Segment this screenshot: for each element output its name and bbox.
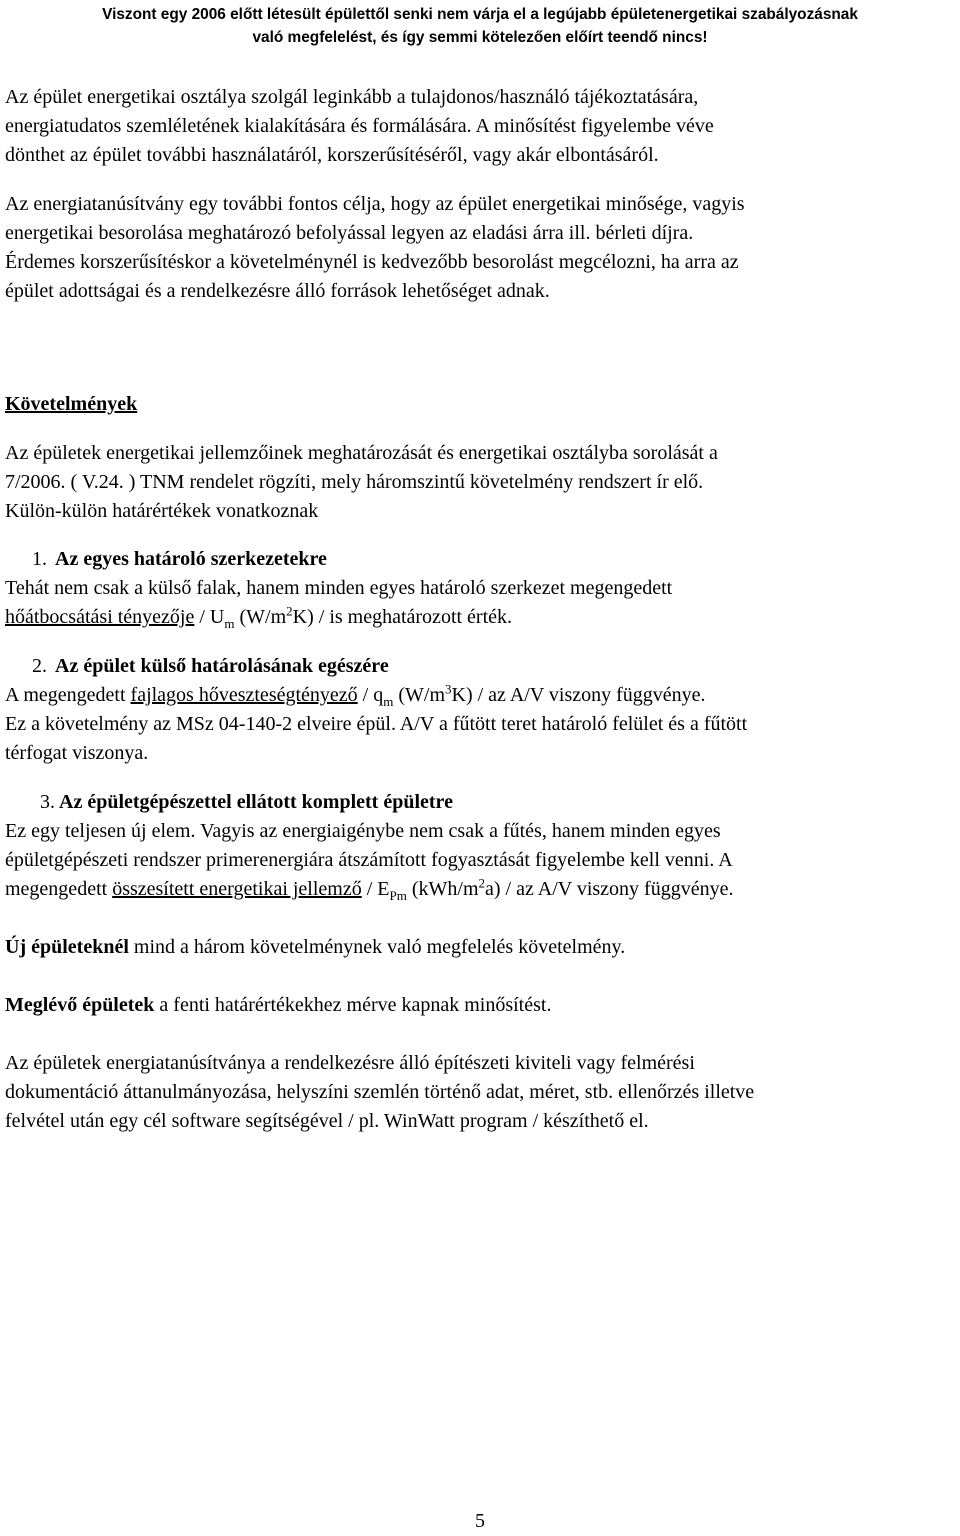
requirement-item-3 [5, 788, 955, 904]
term-heat-loss-coefficient: fajlagos hőveszteségtényező [130, 684, 358, 706]
item-title: Az egyes határoló szerkezetekre [55, 548, 327, 570]
paragraph-certificate-purpose [5, 190, 955, 306]
text-line: hőátbocsátási tényezője / $U_m$ $(W/m^2K)$ / is meghatározott érték. [5, 603, 513, 631]
item-number: 1. [32, 548, 47, 570]
text-line: Külön-külön határértékek vonatkoznak [5, 500, 319, 522]
requirement-item-1 [5, 545, 955, 632]
term-u-value: hőátbocsátási tényezője [5, 606, 195, 628]
text-line: megengedett összesített energetikai jellemző / $E_{Pm}$ $(kWh/m^2a)$ / az A/V viszony függvénye. [5, 875, 734, 903]
text-line: A megengedett fajlagos hőveszteségtényező / $q_m$ $(W/m^3K)$ / az A/V viszony függvénye. [5, 681, 706, 709]
item-heading [5, 545, 955, 574]
item-heading [5, 652, 955, 681]
page-content [5, 0, 955, 1136]
term-energy-indicator: összesített energetikai jellemző [112, 878, 362, 900]
header-line: való megfelelést, és így semmi kötelezően előírt teendő nincs! [252, 29, 708, 46]
item-number: 2. [32, 655, 47, 677]
text-line: épület adottságai és a rendelkezésre álló források lehetőséget adnak. [5, 280, 550, 302]
text-line: térfogat viszonya. [5, 742, 149, 764]
paragraph-existing-buildings: Meglévő épületek a fenti határértékekhez mérve kapnak minősítést. [5, 994, 552, 1016]
text-line: energetikai besorolása meghatározó befolyással legyen az eladási árra ill. bérleti díjra. [5, 222, 694, 244]
text-line: épületgépészeti rendszer primerenergiára átszámított fogyasztását figyelembe kell venni. A [5, 849, 733, 871]
text-line: felvétel után egy cél software segítségével / pl. WinWatt program / készíthető el. [5, 1110, 649, 1132]
text-line: Az épületek energetikai jellemzőinek meghatározását és energetikai osztályba sorolását a [5, 442, 718, 464]
page-number: 5 [475, 1510, 485, 1532]
requirement-item-2 [5, 652, 955, 768]
text-line: Az energiatanúsítvány egy további fontos célja, hogy az épület energetikai minősége, vagyis [5, 193, 745, 215]
header-line: Viszont egy 2006 előtt létesült épülettől senki nem várja el a legújabb épületenergetikai szabályozásnak [102, 6, 858, 23]
text-line: Tehát nem csak a külső falak, hanem minden egyes határoló szerkezet megengedett [5, 577, 673, 599]
item-title: Az épület külső határolásának egészére [55, 655, 389, 677]
text-line: dokumentáció áttanulmányozása, helyszíni szemlén történő adat, méret, stb. ellenőrzés illetve [5, 1081, 755, 1103]
text-line: energiatudatos szemléletének kialakítására és formálására. A minősítést figyelembe véve [5, 115, 714, 137]
text-line: Ez egy teljesen új elem. Vagyis az energiaigénybe nem csak a fűtés, hanem minden egyes [5, 820, 721, 842]
text-line: Ez a követelmény az MSz 04-140-2 elveire épül. A/V a fűtött teret határoló felület és a fűtött [5, 713, 748, 735]
paragraph-regulation [5, 439, 955, 526]
paragraph-new-buildings: Új épületeknél mind a három követelménynek való megfelelés követelmény. [5, 936, 626, 958]
paragraph-certificate-preparation [5, 1049, 955, 1136]
text-line: Az épület energetikai osztálya szolgál leginkább a tulajdonos/használó tájékoztatására, [5, 86, 699, 108]
header-notice [5, 3, 955, 49]
text-line: 7/2006. ( V.24. ) TNM rendelet rögzíti, mely háromszintű követelmény rendszert ír elő. [5, 471, 704, 493]
section-title: Követelmények [5, 393, 138, 415]
item-title: Az épületgépészettel ellátott komplett épületre [59, 791, 453, 813]
item-heading [5, 788, 955, 817]
text-line: Érdemes korszerűsítéskor a követelménynél is kedvezőbb besorolást megcélozni, ha arra az [5, 251, 739, 273]
text-line: Az épületek energiatanúsítványa a rendelkezésre álló építészeti kiviteli vagy felmérési [5, 1052, 695, 1074]
item-number: 3. [40, 791, 55, 813]
paragraph-energy-class [5, 83, 955, 170]
text-line: dönthet az épület további használatáról, korszerűsítéséről, vagy akár elbontásáról. [5, 144, 659, 166]
